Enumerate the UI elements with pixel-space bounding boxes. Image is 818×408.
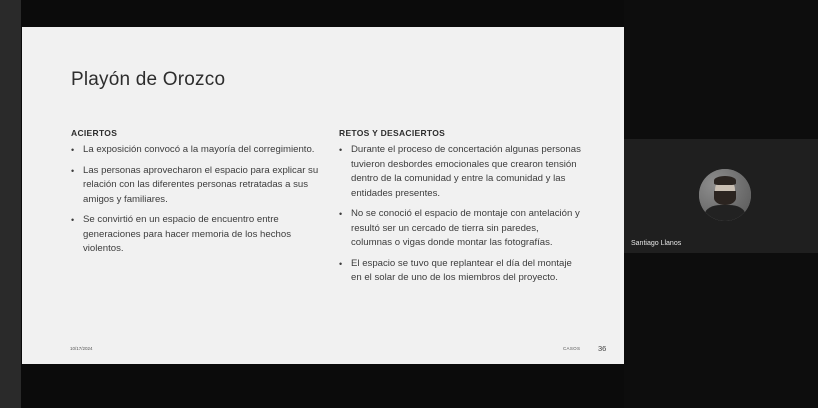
aciertos-heading: ACIERTOS bbox=[71, 128, 118, 138]
slide-page-number: 36 bbox=[598, 344, 607, 353]
slide-footer-label: CASOS bbox=[563, 346, 581, 351]
participant-video-avatar bbox=[699, 169, 751, 221]
participant-name: Santiago Llanos bbox=[631, 240, 682, 247]
bullet: • bbox=[339, 145, 343, 155]
slide-title: Playón de Orozco bbox=[71, 69, 226, 90]
participant-tile[interactable] bbox=[624, 139, 818, 253]
list-item: • Se convirtió en un espacio de encuentro entre generaciones para hacer memoria de los hechos violentos. bbox=[71, 214, 291, 254]
bullet: • bbox=[71, 215, 75, 225]
shared-slide bbox=[22, 27, 624, 364]
aciertos-column bbox=[71, 128, 321, 263]
list-item: • La exposición convocó a la mayoría del corregimiento. bbox=[71, 143, 321, 158]
list-item: • Durante el proceso de concertación algunas personas tuvieron desbordes emocionales que crearon tensión dentro de la comunidad y entre la comunidad y las entidades presentes. bbox=[339, 144, 581, 199]
bullet: • bbox=[71, 145, 75, 155]
list-item: • No se conoció el espacio de montaje con antelación y resultó ser un cercado de tierra sin paredes, columnas o vigas donde montar las fotografías. bbox=[339, 208, 580, 248]
retos-column bbox=[339, 128, 581, 292]
list-item: • El espacio se tuvo que replantear el día del montaje en el solar de uno de los miembros del proyecto. bbox=[339, 257, 572, 283]
slide-footer-date: 10/17/2024 bbox=[70, 346, 93, 351]
bullet: • bbox=[71, 165, 75, 176]
retos-heading: RETOS Y DESACIERTOS bbox=[339, 128, 446, 138]
bullet: • bbox=[339, 209, 343, 219]
left-panel-edge bbox=[0, 0, 21, 408]
list-item: • Las personas aprovecharon el espacio para explicar su relación con las diferentes personas retratadas a sus amigos y familiares. bbox=[71, 164, 319, 205]
bullet: • bbox=[339, 258, 343, 269]
aciertos-list bbox=[71, 143, 321, 257]
retos-list bbox=[339, 143, 581, 286]
